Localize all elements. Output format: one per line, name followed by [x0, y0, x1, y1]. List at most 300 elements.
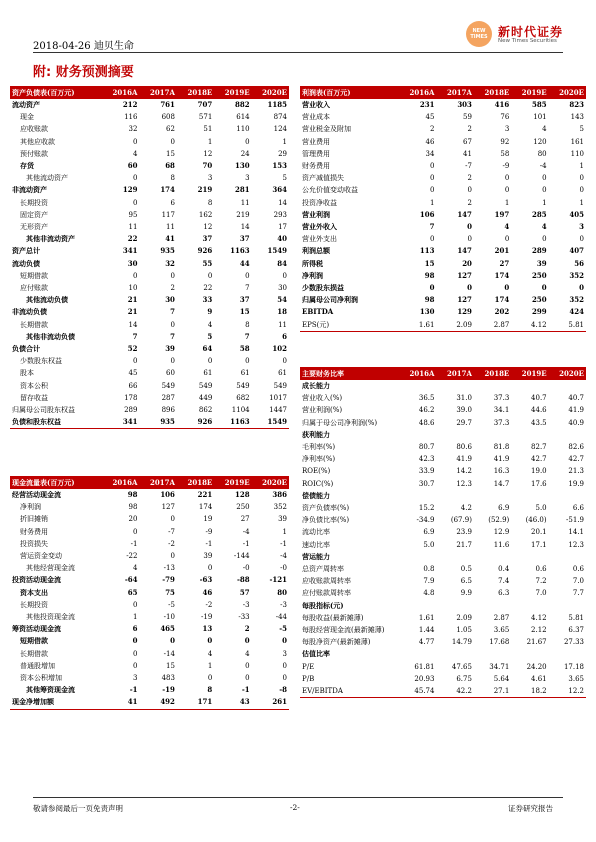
row-value: 5.0 [535, 504, 547, 513]
row-value: 65 [127, 587, 138, 597]
row-value [436, 648, 473, 660]
row-label: 预付账款 [20, 149, 48, 158]
row-value: 43.5 [531, 418, 547, 427]
row-label: 净负债比率(%) [302, 516, 350, 525]
row-value: 75 [165, 587, 175, 597]
table-row [300, 148, 586, 160]
row-value: 2.87 [493, 613, 510, 622]
row-value: 341 [102, 416, 139, 429]
row-label: 负债和股东权益 [10, 416, 102, 429]
row-value: 34.71 [489, 662, 510, 671]
row-value: 1 [542, 198, 547, 207]
row-value: -1 [130, 539, 138, 548]
table-row [300, 587, 586, 599]
row-value: 80.6 [456, 443, 472, 452]
table-row [10, 160, 289, 172]
row-label: 其他流动资产 [26, 174, 68, 183]
row-value: 2 [467, 174, 472, 183]
row-value: 250 [236, 503, 250, 512]
table-row [10, 221, 289, 233]
footer-report-type: 证券研究报告 [508, 804, 553, 813]
row-label: 短期借款 [20, 271, 48, 280]
row-value: 7.2 [535, 577, 547, 586]
row-value: 608 [161, 113, 175, 122]
row-value: 14.2 [456, 467, 472, 476]
year-header: 2017A [139, 86, 176, 99]
row-value [399, 551, 436, 563]
row-value: 2 [467, 198, 472, 207]
row-value: 862 [198, 406, 213, 415]
row-value: 55 [202, 258, 213, 268]
row-value: 30 [127, 258, 138, 268]
row-value: 46 [425, 137, 435, 146]
row-value: 1 [282, 137, 287, 146]
row-value: 106 [160, 490, 175, 499]
row-label: 长期借款 [20, 320, 48, 329]
row-value: 20 [462, 258, 472, 268]
row-value: 15 [424, 258, 435, 268]
income-header-row [300, 86, 586, 99]
row-value: 549 [198, 381, 213, 390]
row-value: 2 [244, 624, 250, 634]
row-value: 3.65 [568, 674, 584, 683]
table-row [10, 343, 289, 355]
table-row [300, 184, 586, 196]
row-label: 营业税金及附加 [302, 125, 351, 134]
row-value: 39 [278, 515, 287, 524]
row-label: 负债合计 [12, 344, 40, 354]
row-value: 32 [128, 125, 138, 134]
row-label: 现金 [20, 113, 34, 122]
row-value: 2.87 [474, 319, 511, 332]
row-value: 17.1 [531, 540, 547, 549]
row-value: 2.09 [436, 319, 473, 332]
table-row [300, 392, 586, 404]
row-value: 0 [245, 674, 250, 683]
table-row [300, 404, 586, 416]
table-row [10, 245, 289, 257]
row-value: 12.2 [549, 685, 586, 698]
row-value: 1 [504, 198, 510, 207]
table-row [10, 501, 289, 513]
row-value: -1 [129, 685, 138, 695]
row-value: 27 [499, 258, 510, 268]
row-label: 应付账款 [20, 284, 48, 293]
row-value: 405 [569, 209, 584, 219]
row-value: 449 [198, 393, 213, 402]
row-value: 0 [541, 283, 547, 293]
row-label: 投资活动现金流 [12, 575, 61, 585]
row-value: 4 [541, 222, 547, 232]
row-value: 1.44 [418, 626, 435, 635]
row-value: 14 [278, 198, 287, 207]
row-value: 174 [494, 270, 510, 280]
footer-rule [33, 797, 563, 798]
row-label: 速动比率 [302, 540, 330, 549]
row-value: 4.77 [418, 638, 435, 647]
row-value: 6.37 [568, 626, 584, 635]
table-row [10, 574, 289, 586]
row-value: 0 [132, 636, 138, 646]
row-value: 11 [128, 223, 138, 232]
row-label: 其他非流动负债 [26, 331, 75, 341]
row-label: 现金净增加额 [10, 696, 102, 709]
table-row [300, 270, 586, 282]
row-label: 归属母公司股东权益 [12, 406, 75, 415]
row-value: 9.9 [460, 589, 472, 598]
row-value [549, 380, 586, 392]
row-label: 其他经营现金流 [26, 564, 75, 573]
row-value: 289 [124, 406, 138, 415]
table-row [300, 441, 586, 453]
row-label: EBITDA [302, 307, 334, 317]
row-value: 41.9 [493, 455, 510, 464]
row-label: 营业利润(%) [302, 406, 343, 415]
row-value: -1 [205, 539, 213, 548]
table-row [10, 172, 289, 184]
table-row [10, 392, 289, 404]
year-header: 2019E [214, 476, 251, 489]
row-value: 0 [170, 552, 175, 561]
row-value: 12.3 [568, 540, 584, 549]
row-value: 5.81 [568, 613, 584, 622]
row-value: 11 [166, 223, 175, 232]
row-label: 资本支出 [20, 587, 48, 597]
row-value: -121 [269, 575, 287, 585]
row-value: 231 [419, 100, 435, 109]
table-row [300, 563, 586, 575]
row-value: 0 [467, 222, 472, 232]
row-value: 4.8 [423, 589, 435, 598]
table-row [300, 673, 586, 685]
year-header: 2019E [511, 86, 548, 99]
row-value: 4.2 [460, 504, 472, 513]
table-row [300, 319, 586, 332]
row-value: 1.05 [456, 626, 472, 635]
table-row [300, 526, 586, 538]
row-value: 102 [272, 344, 287, 354]
row-value: 0 [430, 235, 435, 244]
table-row [10, 136, 289, 148]
row-value: 549 [161, 381, 175, 390]
income-header-label: 利润表(百万元) [300, 86, 399, 99]
row-value: 281 [235, 185, 250, 195]
row-value: 15 [239, 307, 250, 317]
row-value: 1104 [231, 406, 250, 415]
row-label: 资本公积 [20, 381, 48, 390]
row-value: 11 [240, 198, 250, 207]
row-value [399, 380, 436, 392]
row-value: 15 [166, 149, 175, 158]
row-label: 每股收益(最新摊薄) [302, 613, 364, 622]
row-value: 80 [537, 149, 547, 158]
row-value [436, 600, 473, 612]
row-value: 12.9 [493, 528, 510, 537]
row-value: 386 [272, 490, 287, 499]
row-label: 营业外支出 [302, 235, 337, 244]
row-label: 所得税 [302, 258, 323, 268]
table-row [10, 587, 289, 599]
row-value: -144 [233, 552, 250, 561]
row-value: 171 [177, 696, 214, 709]
row-label: 流动负债 [12, 258, 40, 268]
row-value: 56 [574, 258, 584, 268]
row-value: 30.7 [418, 479, 435, 488]
table-row [300, 429, 586, 441]
row-label: 非流动资产 [12, 185, 47, 195]
row-value: 161 [570, 137, 584, 146]
row-label: 投资净收益 [302, 198, 337, 207]
row-label: 长期投资 [20, 198, 48, 207]
row-value: -4 [539, 162, 547, 171]
table-row [10, 416, 289, 429]
table-row [10, 306, 289, 318]
row-value: 17 [278, 223, 287, 232]
year-header: 2018E [177, 86, 214, 99]
row-label: 投资损失 [20, 539, 48, 548]
row-value: 143 [570, 113, 584, 122]
row-value: 110 [236, 125, 250, 134]
row-label: P/B [302, 674, 315, 683]
row-value: 174 [198, 503, 213, 512]
row-value [474, 490, 511, 502]
row-value: 24.20 [526, 662, 547, 671]
row-value: 11 [278, 320, 287, 329]
row-value: 174 [494, 295, 510, 305]
row-value: 95 [128, 210, 138, 219]
row-value: 130 [235, 161, 250, 171]
row-value: 40 [277, 234, 287, 244]
row-label: 营业费用 [302, 137, 330, 146]
row-value [511, 429, 548, 441]
row-value: 0 [430, 174, 435, 183]
row-value: 614 [236, 113, 250, 122]
row-value: 465 [160, 624, 175, 634]
row-value: 1549 [267, 246, 287, 256]
row-value: -1 [280, 539, 287, 548]
row-value: 64 [202, 344, 213, 354]
row-label: 净利率(%) [302, 455, 336, 464]
row-value: 5.81 [549, 319, 586, 332]
row-value: 8 [207, 198, 213, 207]
table-row [300, 160, 586, 172]
row-value [549, 600, 586, 612]
row-value: -9 [502, 162, 510, 171]
row-label: 筹资活动现金流 [12, 624, 61, 634]
row-value: 42.3 [418, 455, 435, 464]
row-value: (46.0) [525, 516, 547, 525]
table-row [300, 661, 586, 673]
row-value: 174 [160, 185, 175, 195]
row-value: 289 [532, 246, 547, 256]
row-value: 31.0 [456, 394, 472, 403]
row-value: -5 [279, 624, 287, 634]
table-row [300, 502, 586, 514]
row-label: 每股经营现金流(最新摊薄) [302, 626, 385, 635]
row-value: 1.61 [418, 613, 435, 622]
row-value: -0 [242, 564, 250, 573]
row-value: 10 [128, 284, 138, 293]
row-value: 0 [542, 174, 547, 183]
row-value [511, 600, 548, 612]
balance-sheet-table [10, 86, 289, 429]
row-value: 7 [132, 331, 138, 341]
row-value: -63 [199, 575, 213, 585]
row-value [474, 600, 511, 612]
row-value: 492 [139, 696, 176, 709]
row-value: 0 [542, 186, 547, 195]
row-value: 129 [457, 307, 472, 317]
year-header: 2017A [139, 476, 176, 489]
row-value: 19 [203, 515, 213, 524]
row-value: 7 [245, 284, 250, 293]
row-value: 14.1 [568, 528, 584, 537]
row-value: 98 [127, 490, 138, 499]
year-header: 2018E [177, 476, 214, 489]
row-value: 341 [122, 246, 138, 256]
row-value: 5 [282, 174, 287, 183]
row-value: 219 [236, 210, 250, 219]
table-row [10, 623, 289, 635]
row-value: 21 [127, 307, 138, 317]
row-value: 2.09 [456, 613, 472, 622]
row-value: 0 [542, 235, 547, 244]
row-value: -4 [280, 552, 287, 561]
table-row [10, 197, 289, 209]
cashflow-header-row [10, 476, 289, 489]
row-value: 0 [504, 283, 510, 293]
row-value: 147 [457, 246, 472, 256]
table-row [10, 526, 289, 538]
row-label: 归属母公司净利润 [302, 295, 358, 305]
row-value: 571 [198, 113, 213, 122]
row-value: 14 [240, 223, 250, 232]
row-label: 折旧摊销 [20, 515, 48, 524]
row-value: 51 [203, 125, 213, 134]
row-value: 352 [569, 295, 584, 305]
row-value: 6 [132, 624, 138, 634]
row-value: 0.6 [535, 565, 547, 574]
row-label: 经营活动现金流 [12, 490, 61, 499]
row-value: 0 [467, 186, 472, 195]
table-row [10, 282, 289, 294]
row-value: 127 [457, 270, 472, 280]
table-row [10, 258, 289, 270]
row-value: 17.68 [489, 638, 510, 647]
row-label: 营业收入 [302, 100, 330, 109]
row-value: 0 [282, 674, 287, 683]
row-value: 21 [127, 295, 138, 305]
row-value [511, 490, 548, 502]
row-label: 其他投资现金流 [26, 613, 75, 622]
row-value: 1 [579, 198, 584, 207]
row-value: 54 [277, 295, 287, 305]
row-value: 21.7 [456, 540, 472, 549]
row-value: 52 [127, 344, 138, 354]
row-value: -4 [242, 527, 250, 536]
row-value: -10 [163, 613, 175, 622]
row-value: 0 [282, 661, 287, 670]
row-value: 0 [207, 564, 213, 573]
row-value: 124 [273, 125, 287, 134]
row-value: 39 [203, 552, 213, 561]
row-value: 61 [203, 369, 213, 378]
row-value: 7 [244, 331, 250, 341]
row-label: 每股净资产(最新摊薄) [302, 638, 371, 647]
row-value: 39 [165, 344, 175, 354]
row-value: 250 [532, 295, 547, 305]
row-label: 毛利率(%) [302, 443, 336, 452]
row-value: 60 [127, 161, 138, 171]
table-row [10, 599, 289, 611]
row-value: 41 [463, 149, 472, 158]
row-value: 0 [244, 636, 250, 646]
row-label: 固定资产 [20, 210, 48, 219]
row-label: 成长能力 [302, 381, 330, 390]
row-value: 59 [463, 113, 472, 122]
row-value: 6.5 [460, 577, 472, 586]
balance-header-row [10, 86, 289, 99]
table-row [300, 575, 586, 587]
row-value: 0 [282, 636, 287, 646]
row-value: 33.9 [418, 467, 435, 476]
row-value: 23.9 [456, 528, 472, 537]
table-row [10, 562, 289, 574]
row-value: 21.67 [526, 638, 547, 647]
row-value [436, 380, 473, 392]
row-value: 261 [252, 696, 289, 709]
row-value: 416 [494, 100, 510, 109]
row-label: 流动比率 [302, 528, 330, 537]
row-value: -88 [236, 575, 250, 585]
row-value: 45.74 [399, 685, 436, 698]
row-value: 162 [198, 210, 213, 219]
row-value [399, 429, 436, 441]
row-value: -34.9 [416, 516, 435, 525]
row-value: 1163 [230, 246, 250, 256]
row-value: 61.81 [414, 662, 435, 671]
row-value: 37 [202, 234, 213, 244]
row-value: 11.6 [493, 540, 510, 549]
row-value: 130 [419, 307, 435, 317]
row-label: 其他流动负债 [26, 295, 68, 305]
cashflow-table [10, 476, 289, 710]
row-value: 4 [207, 649, 213, 658]
row-value: 15.2 [418, 504, 435, 513]
year-header: 2016A [399, 367, 436, 380]
income-statement-table [300, 86, 586, 332]
row-value [474, 380, 511, 392]
row-value: 6 [170, 198, 175, 207]
row-value: 0 [245, 661, 250, 670]
row-value: 7.0 [572, 577, 584, 586]
table-row [10, 550, 289, 562]
row-value: 1017 [269, 393, 287, 402]
row-value: 117 [161, 210, 175, 219]
row-value: 926 [177, 416, 214, 429]
table-row [300, 294, 586, 306]
row-value: 20 [128, 515, 138, 524]
row-value: 27.1 [474, 685, 511, 698]
row-value: 37 [239, 234, 250, 244]
row-value: 127 [457, 295, 472, 305]
row-value: 0 [133, 600, 138, 609]
year-header: 2018E [474, 367, 511, 380]
row-value: -2 [205, 600, 213, 609]
row-value: 5.0 [423, 540, 435, 549]
row-value: 39 [536, 258, 547, 268]
row-value: 1163 [214, 416, 251, 429]
